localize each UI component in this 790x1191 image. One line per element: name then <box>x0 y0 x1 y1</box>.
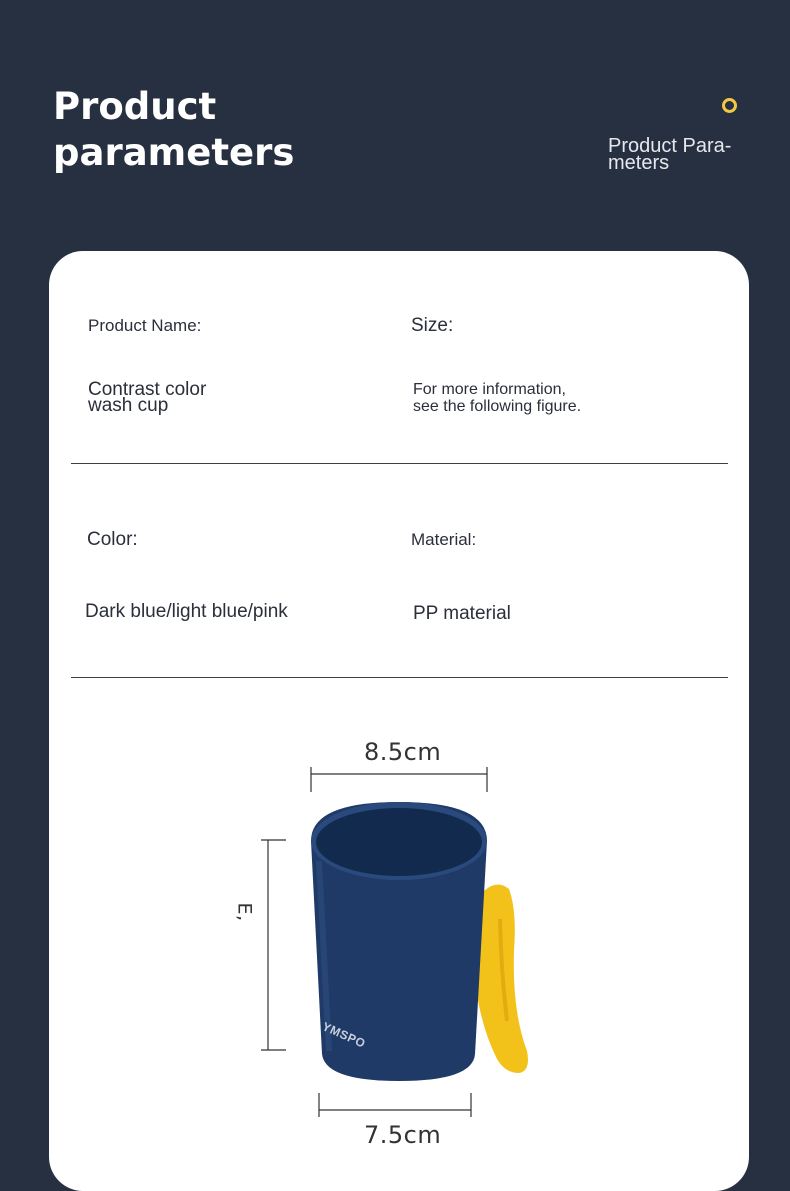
size-label: Size: <box>411 315 454 336</box>
subtitle-line-1: Product Para- <box>608 135 732 157</box>
page-title <box>53 84 294 176</box>
product-name-line-1: Contrast color <box>88 379 207 400</box>
material-label: Material: <box>411 530 477 549</box>
material-value: PP material <box>413 603 511 624</box>
subtitle-line-2: meters <box>608 152 670 174</box>
height-marker <box>261 840 286 1050</box>
title-line-2: parameters <box>53 131 295 174</box>
top-width-marker <box>311 767 487 792</box>
section-subtitle <box>608 135 768 174</box>
bottom-width-label: 7.5cm <box>364 1121 442 1149</box>
product-name-label: Product Name: <box>88 316 202 335</box>
product-name-line-2: wash cup <box>88 395 169 416</box>
title-line-1: Product <box>53 85 217 128</box>
height-label: E, <box>233 902 256 922</box>
top-width-label: 8.5cm <box>364 738 442 766</box>
size-value-line-1: For more information, <box>413 381 566 398</box>
parameters-card <box>49 251 749 1191</box>
cup-dimension-figure <box>49 251 749 1170</box>
color-value: Dark blue/light blue/pink <box>85 601 288 622</box>
bottom-width-marker <box>319 1093 471 1117</box>
color-label: Color: <box>87 529 138 550</box>
cup-logo: YMSPO <box>320 1019 368 1051</box>
size-value-line-2: see the following figure. <box>413 398 582 415</box>
ring-icon <box>722 98 737 113</box>
